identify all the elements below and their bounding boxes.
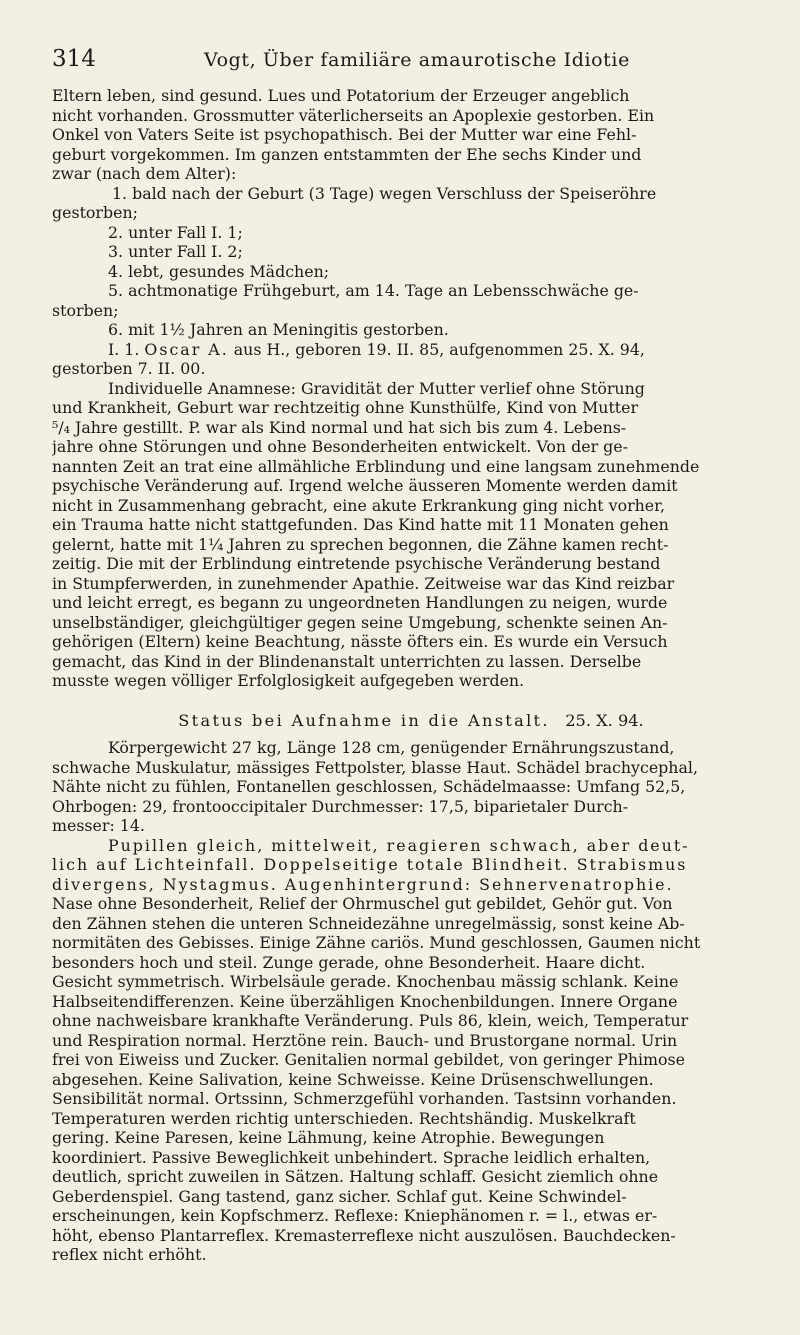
text-line: und Respiration normal. Herztöne rein. Bauch- und Brustorgane normal. Urin [52,1030,678,1050]
text-line: zeitig. Die mit der Erblindung eintretende psychische Veränderung bestand [52,554,661,573]
text-line: jahre ohne Störungen und ohne Besonderheiten entwickelt. Von der ge- [52,437,628,456]
list-item: 5. achtmonatige Frühgeburt, am 14. Tage an Lebensschwäche ge- [108,281,639,300]
anamnesis-paragraph [52,379,770,691]
text-line: und leicht erregt, es begann zu ungeordneten Handlungen zu neigen, wurde [52,593,668,612]
text-line: Körpergewicht 27 kg, Länge 128 cm, genügender Ernährungszustand, [108,738,675,757]
text-line: nannten Zeit an trat eine allmähliche Erblindung und eine langsam zunehmende [52,456,700,476]
text-line: nicht in Zusammenhang gebracht, eine akute Erkrankung ging nicht vorher, [52,495,665,515]
text-line: koordiniert. Passive Beweglichkeit unbehindert. Sprache leidlich erhalten, [52,1147,651,1167]
case-prefix: I. 1. [108,339,145,359]
text-line: Ohrbogen: 29, frontooccipitaler Durchmesser: 17,5, biparietaler Durch- [52,796,629,816]
text-line: normitäten des Gebisses. Einige Zähne cariös. Mund geschlossen, Gaumen nicht [52,933,701,952]
list-item: 2. unter Fall I. 1; [108,222,243,242]
text-line: Individuelle Anamnese: Gravidität der Mutter verlief ohne Störung [108,378,645,398]
case-header [52,340,770,379]
status-measurements-paragraph [52,738,770,836]
running-head: Vogt, Über familiäre amaurotische Idiotie [204,49,630,71]
text-line: erscheinungen, kein Kopfschmerz. Reflexe: Kniephänomen r. = l., etwas er- [52,1206,658,1225]
text-line: besonders hoch und steil. Zunge gerade, ohne Besonderheit. Haare dicht. [52,952,646,972]
text-line: den Zähnen stehen die unteren Schneidezähne unregelmässig, sonst keine Ab- [52,913,685,933]
text-line-spaced: divergens, Nystagmus. Augenhintergrund: Sehnervenatrophie. [52,874,674,894]
page-number: 314 [52,46,96,72]
text-line: psychische Veränderung auf. Irgend welche äusseren Momente werden damit [52,476,678,495]
text-line: geburt vorgekommen. Im ganzen entstammten der Ehe sechs Kinder und [52,144,642,164]
text-line: deutlich, spricht zuweilen in Sätzen. Haltung schlaff. Gesicht ziemlich ohne [52,1167,659,1186]
text-line: ⁵/₄ Jahre gestillt. P. war als Kind normal und hat sich bis zum 4. Lebens- [52,417,627,437]
list-item-continuation: storben; [52,300,119,320]
text-line: musste wegen völliger Erfolglosigkeit aufgegeben werden. [52,671,525,690]
children-list [52,184,770,340]
text-line: Gesicht symmetrisch. Wirbelsäule gerade. Knochenbau mässig schlank. Keine [52,972,679,991]
list-item: 4. lebt, gesundes Mädchen; [108,261,330,281]
text-line: gehörigen (Eltern) keine Beachtung, nässte öfters ein. Es wurde ein Versuch [52,632,668,651]
section-heading-title: Status bei Aufnahme in die Anstalt. [178,710,550,730]
text-line: Geberdenspiel. Gang tastend, ganz sicher. Schlaf gut. Keine Schwindel- [52,1186,627,1206]
text-line: reflex nicht erhöht. [52,1245,207,1264]
text-line: ein Trauma hatte nicht stattgefunden. Das Kind hatte mit 11 Monaten gehen [52,515,669,534]
family-history-paragraph [52,86,770,184]
text-line: höht, ebenso Plantarreflex. Kremasterreflexe nicht auszulösen. Bauchdecken- [52,1225,676,1245]
text-line: zwar (nach dem Alter): [52,164,237,183]
text-line: nicht vorhanden. Grossmutter väterlicherseits an Apoplexie gestorben. Ein [52,105,655,125]
list-item-continuation: gestorben; [52,203,138,222]
page-header [52,46,770,86]
text-line: schwache Muskulatur, mässiges Fettpolster, blasse Haut. Schädel brachycephal, [52,757,698,777]
text-line: und Krankheit, Geburt war rechtzeitig ohne Kunsthülfe, Kind von Mutter [52,398,639,417]
text-line: Onkel von Vaters Seite ist psychopathisch. Bei der Mutter war eine Fehl- [52,125,637,144]
page-body [52,86,770,1265]
section-heading [52,711,770,731]
text-line: gelernt, hatte mit 1¼ Jahren zu sprechen begonnen, die Zähne kamen recht- [52,534,669,554]
text-line: Nase ohne Besonderheit, Relief der Ohrmuschel gut gebildet, Gehör gut. Von [52,894,673,913]
status-findings-paragraph [52,836,770,1265]
text-line: ohne nachweisbare krankhafte Veränderung. Puls 86, klein, weich, Temperatur [52,1011,689,1030]
text-line: Halbseitendifferenzen. Keine überzähligen Knochenbildungen. Innere Organe [52,991,678,1011]
text-line: Nähte nicht zu fühlen, Fontanellen geschlossen, Schädelmaasse: Umfang 52,5, [52,777,686,796]
list-item: 1. bald nach der Geburt (3 Tage) wegen Verschluss der Speiseröhre [112,183,657,203]
text-line: Eltern leben, sind gesund. Lues und Potatorium der Erzeuger angeblich [52,86,630,105]
text-line: frei von Eiweiss und Zucker. Genitalien normal gebildet, von geringer Phimose [52,1050,685,1069]
text-line: abgesehen. Keine Salivation, keine Schweisse. Keine Drüsenschwellungen. [52,1069,654,1089]
list-item: 3. unter Fall I. 2; [108,242,243,261]
text-line: gering. Keine Paresen, keine Lähmung, keine Atrophie. Bewegungen [52,1128,605,1147]
text-line-spaced: Pupillen gleich, mittelweit, reagieren schwach, aber deut- [108,835,690,855]
text-line: messer: 14. [52,816,145,835]
case-line [52,340,770,360]
text-line: gemacht, das Kind in der Blindenanstalt unterrichten zu lassen. Derselbe [52,651,642,671]
text-line: in Stumpferwerden, in zunehmender Apathie. Zeitweise war das Kind reizbar [52,573,675,593]
text-line: unselbständiger, gleichgültiger gegen seine Umgebung, schenkte seinen An- [52,612,668,632]
case-details: aus H., geboren 19. II. 85, aufgenommen 25. X. 94, [228,339,645,359]
case-line: gestorben 7. II. 00. [52,359,206,378]
text-line-spaced: lich auf Lichteinfall. Doppelseitige totale Blindheit. Strabismus [52,855,688,874]
case-patient-name: Oscar A. [144,339,229,359]
section-heading-date: 25. X. 94. [565,710,644,730]
list-item: 6. mit 1½ Jahren an Meningitis gestorben. [108,320,449,339]
text-line: Temperaturen werden richtig unterschieden. Rechtshändig. Muskelkraft [52,1108,636,1128]
text-line: Sensibilität normal. Ortssinn, Schmerzgefühl vorhanden. Tastsinn vorhanden. [52,1089,677,1108]
